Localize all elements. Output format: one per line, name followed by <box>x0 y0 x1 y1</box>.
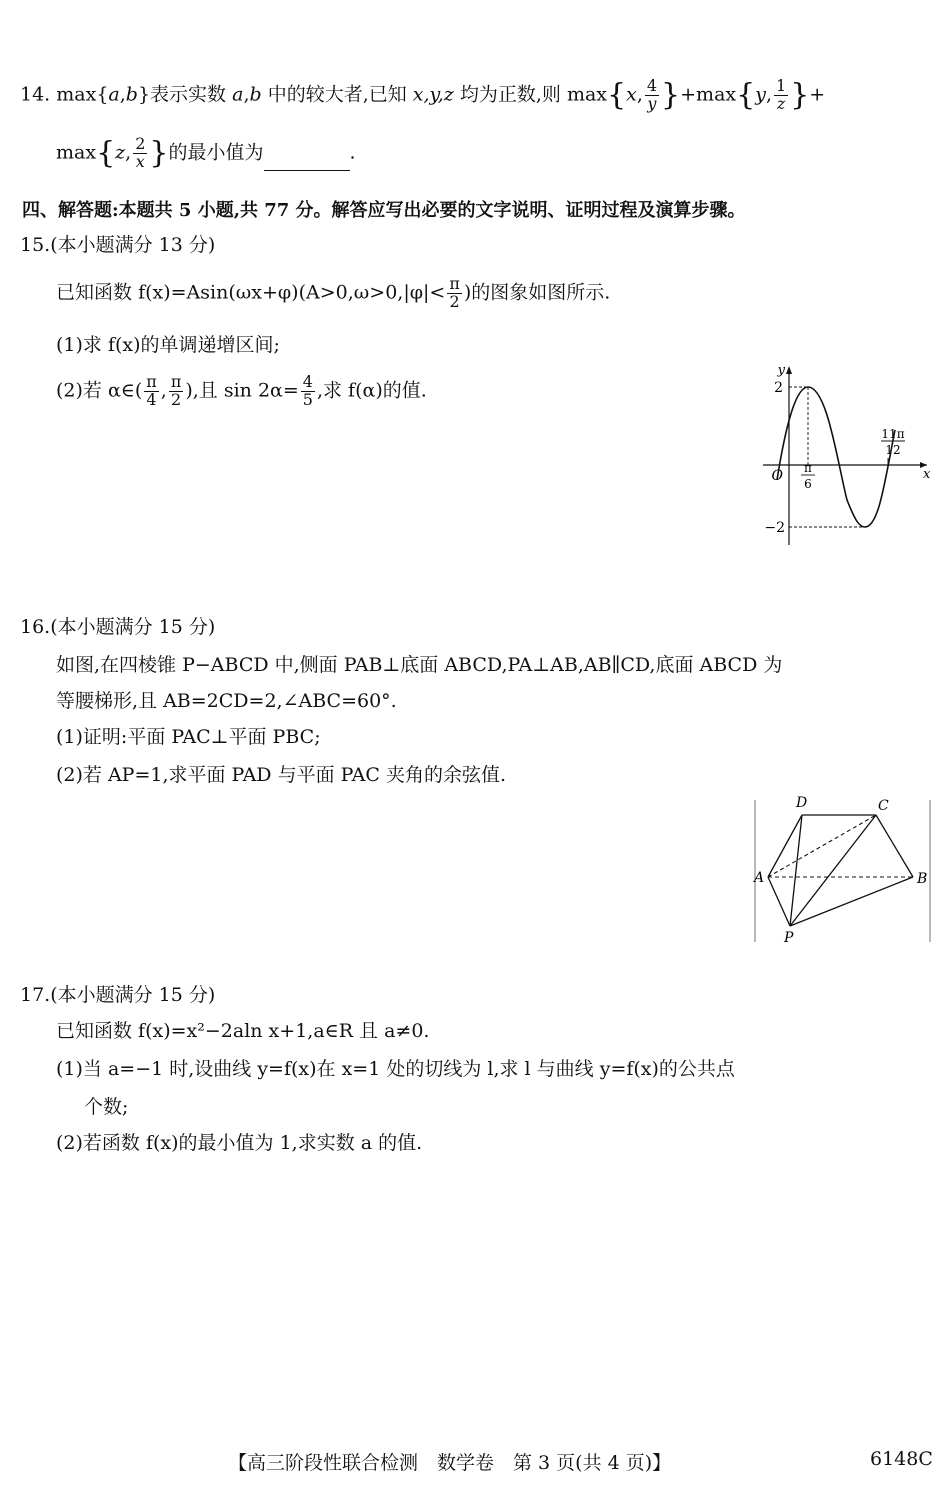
q16-stem-line1: 如图,在四棱锥 P−ABCD 中,侧面 PAB⊥底面 ABCD,PA⊥AB,AB∥CD,底面 ABCD 为 <box>56 654 783 676</box>
fraction: $\frac{\pi}{4}$ <box>146 372 157 409</box>
q16-header: 16.(本小题满分 15 分) <box>20 616 216 638</box>
fraction: $\frac{2}{x}$ <box>135 134 146 171</box>
q14-line2: max{z, $\frac{2}{x}$ }的最小值为 . <box>56 134 356 171</box>
q17-stem: 已知函数 f(x)=x²−2aln x+1,a∈R 且 a≠0. <box>56 1020 430 1042</box>
x-label: x <box>923 467 931 482</box>
x-tick1-num: π <box>804 461 812 475</box>
fraction: $\frac{1}{z}$ <box>776 76 787 113</box>
fraction: $\frac{\pi}{2}$ <box>170 372 182 409</box>
label-B: B <box>917 871 928 887</box>
x-tick2-num: 11π <box>881 427 905 441</box>
y-tick-bottom: −2 <box>764 520 785 536</box>
q15-part2: (2)若 α∈( $\frac{\pi}{4}$ , $\frac{\pi}{2}$ ),且 sin 2α= $\frac{4}{5}$ ,求 f(α)的值. <box>56 372 427 409</box>
fraction: $\frac{4}{y}$ <box>646 76 658 113</box>
q17-part1-cont: 个数; <box>84 1096 129 1118</box>
label-P: P <box>784 930 794 946</box>
q15-part1: (1)求 f(x)的单调递增区间; <box>56 334 280 356</box>
q17-part1: (1)当 a=−1 时,设曲线 y=f(x)在 x=1 处的切线为 l,求 l 与曲线 y=f(x)的公共点 <box>56 1058 735 1080</box>
q15-header: 15.(本小题满分 13 分) <box>20 234 216 256</box>
x-tick2-den: 12 <box>885 443 901 457</box>
q16-stem-line2: 等腰梯形,且 AB=2CD=2,∠ABC=60°. <box>56 690 397 712</box>
origin-label: O <box>771 468 783 484</box>
footer-code: 6148C <box>870 1448 933 1470</box>
pyramid-figure <box>750 790 935 950</box>
q16-part2: (2)若 AP=1,求平面 PAD 与平面 PAC 夹角的余弦值. <box>56 764 506 786</box>
y-tick-top: 2 <box>774 380 783 396</box>
fraction: $\frac{\pi}{2}$ <box>449 274 460 311</box>
x-tick1-den: 6 <box>804 477 812 491</box>
y-label: y <box>777 363 785 378</box>
q14-number: 14. <box>20 83 51 106</box>
q17-header: 17.(本小题满分 15 分) <box>20 984 216 1006</box>
label-A: A <box>754 870 765 886</box>
sine-graph <box>755 360 935 550</box>
label-D: D <box>796 795 808 811</box>
q14-line1: 14. max{a,b}表示实数 a,b 中的较大者,已知 x,y,z 均为正数,则 max{x, $\frac{4}{y}$ }+max{y, $\frac{1}{z}$ }+ <box>20 76 826 113</box>
fraction: $\frac{4}{5}$ <box>302 372 313 409</box>
section-heading: 四、解答题:本题共 5 小题,共 77 分。解答应写出必要的文字说明、证明过程及演算步骤。 <box>22 200 746 221</box>
answer-blank <box>264 150 350 171</box>
label-C: C <box>878 798 889 814</box>
footer-title: 【高三阶段性联合检测 数学卷 第 3 页(共 4 页)】 <box>228 1452 672 1474</box>
sine-curve <box>777 387 895 527</box>
q17-part2: (2)若函数 f(x)的最小值为 1,求实数 a 的值. <box>56 1132 423 1154</box>
q16-part1: (1)证明:平面 PAC⊥平面 PBC; <box>56 726 321 748</box>
q15-stem: 已知函数 f(x)=Asin(ωx+φ)(A>0,ω>0,|φ|< $\frac{\pi}{2}$ )的图象如图所示. <box>56 274 611 311</box>
